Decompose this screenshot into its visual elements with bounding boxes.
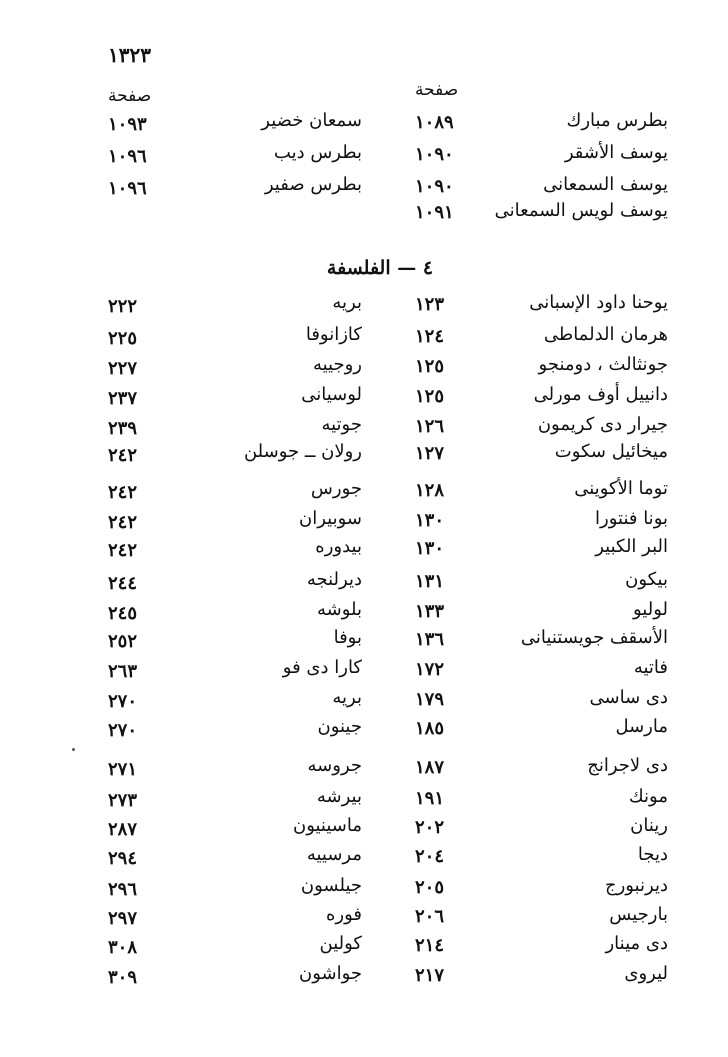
entry-name-secondary: جينون bbox=[317, 716, 362, 737]
entry-page-secondary: ٢٢٥ bbox=[108, 328, 138, 349]
entry-page: ٢٠٦ bbox=[415, 906, 445, 927]
entry-name: دانييل أوف مورلى bbox=[533, 384, 668, 405]
entry-name-secondary: سمعان خضير bbox=[261, 110, 362, 131]
entry-page: ١٨٥ bbox=[415, 718, 445, 739]
entry-name-secondary: بريه bbox=[332, 292, 362, 313]
entry-page-secondary: ٢٩٦ bbox=[108, 879, 138, 900]
entry-name-secondary: جواشون bbox=[298, 963, 362, 984]
entry-name-secondary: روجييه bbox=[312, 354, 362, 375]
entry-page-secondary: ٢٧١ bbox=[108, 759, 138, 780]
entry-page-secondary: ١٠٩٦ bbox=[108, 178, 147, 199]
entry-name-secondary: بريه bbox=[332, 687, 362, 708]
entry-page: ١٣١ bbox=[415, 571, 445, 592]
entry-page: ١٠٩٠ bbox=[415, 144, 454, 165]
entry-page-secondary: ٢٤٤ bbox=[108, 573, 138, 594]
entry-page-secondary: ٣٠٨ bbox=[108, 937, 138, 958]
entry-page-secondary: ٢٧٠ bbox=[108, 691, 138, 712]
entry-name-secondary: فوره bbox=[325, 904, 362, 925]
entry-page: ١٧٩ bbox=[415, 689, 445, 710]
entry-name: توما الأكوينى bbox=[574, 478, 668, 499]
entry-name: الأسقف جويستنيانى bbox=[520, 627, 668, 648]
entry-page: ١٣٠ bbox=[415, 538, 445, 559]
column-header-left: صفحة bbox=[108, 86, 152, 106]
entry-name-secondary: سوبيران bbox=[299, 508, 362, 529]
entry-name-secondary: كولين bbox=[319, 933, 362, 954]
entry-page: ١٢٧ bbox=[415, 443, 445, 464]
entry-page-secondary: ١٠٩٦ bbox=[108, 146, 147, 167]
entry-name-secondary: ماسينيون bbox=[292, 815, 362, 836]
entry-page-secondary: ٢٤٢ bbox=[108, 482, 138, 503]
entry-page: ١٠٨٩ bbox=[415, 112, 454, 133]
entry-page-secondary: ٢٤٢ bbox=[108, 512, 138, 533]
entry-name: ديرنبورج bbox=[604, 875, 668, 896]
entry-name: يوسف لويس السمعانى bbox=[494, 200, 668, 221]
entry-name-secondary: بوفا bbox=[333, 627, 362, 648]
entry-name: بارجيس bbox=[609, 904, 668, 925]
entry-name-secondary: بطرس ديب bbox=[273, 142, 362, 163]
entry-name: مونك bbox=[628, 786, 668, 807]
entry-page-secondary: ٢٤٢ bbox=[108, 445, 138, 466]
entry-page-secondary: ٢٥٢ bbox=[108, 631, 138, 652]
entry-page: ١٧٢ bbox=[415, 659, 445, 680]
entry-name: بونا فنتورا bbox=[595, 508, 668, 529]
entry-page: ٢١٧ bbox=[415, 965, 445, 986]
entry-page: ١٢٤ bbox=[415, 326, 445, 347]
entry-page-secondary: ١٠٩٣ bbox=[108, 114, 147, 135]
entry-name-secondary: جيلسون bbox=[300, 875, 362, 896]
entry-name-secondary: كارا دى فو bbox=[282, 657, 362, 678]
entry-name-secondary: لوسيانى bbox=[301, 384, 362, 405]
entry-page-secondary: ٢٣٩ bbox=[108, 418, 138, 439]
entry-page: ١٢٥ bbox=[415, 386, 445, 407]
entry-name: فاتيه bbox=[633, 657, 668, 678]
entry-name: يوسف السمعانى bbox=[543, 174, 668, 195]
entry-page-secondary: ٢٧٠ bbox=[108, 720, 138, 741]
entry-name-secondary: بيرشه bbox=[316, 786, 362, 807]
entry-name: لوليو bbox=[633, 599, 668, 620]
margin-mark bbox=[72, 748, 75, 751]
entry-page: ٢٠٢ bbox=[415, 817, 445, 838]
entry-page: ١٠٩١ bbox=[415, 202, 454, 223]
entry-name: ديجا bbox=[637, 844, 668, 865]
entry-name: مارسل bbox=[615, 716, 668, 737]
entry-name-secondary: جروسه bbox=[307, 755, 362, 776]
entry-page-secondary: ٢٨٧ bbox=[108, 819, 138, 840]
entry-page-secondary: ٢٤٢ bbox=[108, 540, 138, 561]
entry-page-secondary: ٢٦٣ bbox=[108, 661, 138, 682]
entry-name: ليروى bbox=[624, 963, 668, 984]
entry-name-secondary: بيدوره bbox=[315, 536, 362, 557]
entry-name-secondary: رولان ــ جوسلن bbox=[243, 441, 362, 462]
entry-name: جونثالث ، دومنجو bbox=[538, 354, 668, 375]
entry-page-secondary: ٢٣٧ bbox=[108, 388, 138, 409]
entry-name-secondary: بلوشه bbox=[317, 599, 362, 620]
entry-name: دى مينار bbox=[605, 933, 668, 954]
entry-name: بطرس مبارك bbox=[566, 110, 668, 131]
entry-name: البر الكبير bbox=[595, 536, 668, 557]
entry-page: ١٩١ bbox=[415, 788, 445, 809]
entry-page: ١٨٧ bbox=[415, 757, 445, 778]
entry-page: ١٢٥ bbox=[415, 356, 445, 377]
entry-page: ١٣٣ bbox=[415, 601, 445, 622]
entry-name: يوسف الأشقر bbox=[564, 142, 668, 163]
entry-name: هرمان الدلماطى bbox=[543, 324, 668, 345]
entry-page: ١٣٦ bbox=[415, 629, 445, 650]
entry-name-secondary: بطرس صفير bbox=[264, 174, 362, 195]
entry-page: ١٢٣ bbox=[415, 294, 445, 315]
entry-page: ١٣٠ bbox=[415, 510, 445, 531]
entry-page-secondary: ٢٧٣ bbox=[108, 790, 138, 811]
entry-name: بيكون bbox=[625, 569, 668, 590]
entry-name-secondary: كازانوفا bbox=[305, 324, 362, 345]
entry-page: ١٢٨ bbox=[415, 480, 445, 501]
entry-name: يوحنا داود الإسبانى bbox=[529, 292, 668, 313]
entry-page: ٢١٤ bbox=[415, 935, 445, 956]
entry-name-secondary: جوتيه bbox=[321, 414, 362, 435]
entry-name: جيرار دى كريمون bbox=[537, 414, 668, 435]
entry-name: دى لاجرانج bbox=[587, 755, 668, 776]
entry-page: ٢٠٥ bbox=[415, 877, 445, 898]
entry-page: ٢٠٤ bbox=[415, 846, 445, 867]
entry-page-secondary: ٢٤٥ bbox=[108, 603, 138, 624]
entry-page-secondary: ٢٩٧ bbox=[108, 908, 138, 929]
entry-page: ١٠٩٠ bbox=[415, 176, 454, 197]
entry-page-secondary: ٢٢٢ bbox=[108, 296, 138, 317]
section-title: ٤ — الفلسفة bbox=[326, 257, 434, 279]
entry-page-secondary: ٣٠٩ bbox=[108, 967, 138, 988]
entry-name-secondary: مرسييه bbox=[306, 844, 362, 865]
entry-name-secondary: جورس bbox=[310, 478, 362, 499]
entry-page-secondary: ٢٢٧ bbox=[108, 358, 138, 379]
entry-name: دى ساسى bbox=[589, 687, 668, 708]
page-number: ١٣٢٣ bbox=[108, 43, 151, 67]
entry-name-secondary: ديرلنجه bbox=[306, 569, 362, 590]
entry-name: رينان bbox=[630, 815, 668, 836]
entry-page-secondary: ٢٩٤ bbox=[108, 848, 138, 869]
entry-name: ميخائيل سكوت bbox=[554, 441, 668, 462]
entry-page: ١٢٦ bbox=[415, 416, 445, 437]
column-header-middle: صفحة bbox=[415, 80, 459, 100]
